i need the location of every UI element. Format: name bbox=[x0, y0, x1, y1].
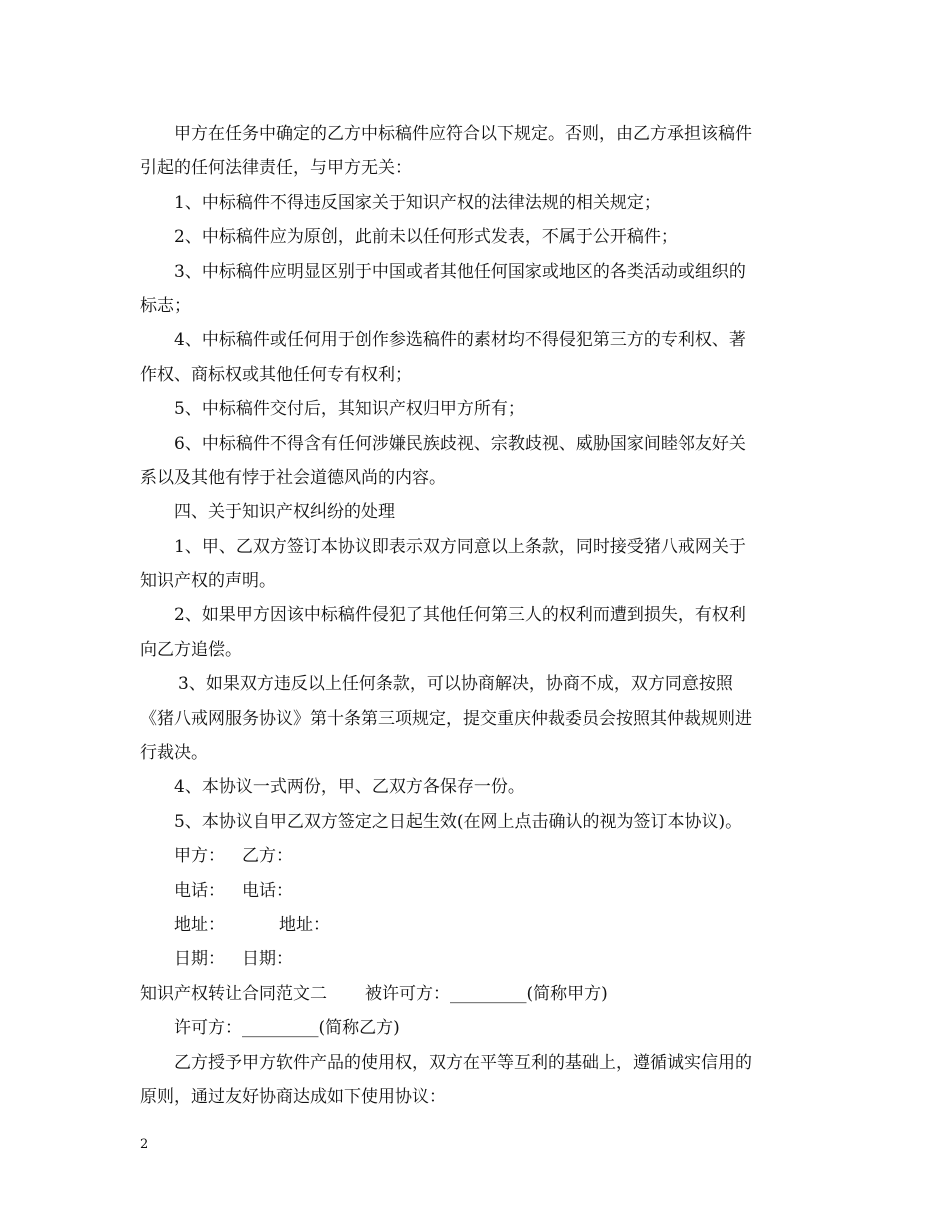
signature-row-party bbox=[140, 839, 815, 873]
paragraph-line: 系以及其他有悖于社会道德风尚的内容。 bbox=[140, 467, 446, 488]
signature-row-date bbox=[140, 942, 815, 976]
document-body bbox=[140, 117, 815, 1114]
paragraph-line: 标志； bbox=[140, 295, 191, 316]
paragraph-line: 4、本协议一式两份，甲、乙双方各保存一份。 bbox=[174, 777, 525, 798]
licensee-line: 被许可方：_________(简称甲方) bbox=[365, 983, 608, 1004]
party-a-label: 甲方： bbox=[174, 846, 225, 867]
paragraph-line: 4、中标稿件或任何用于创作参选稿件的素材均不得侵犯第三方的专利权、著 bbox=[174, 330, 746, 351]
paragraph-line: 乙方授予甲方软件产品的使用权，双方在平等互利的基础上，遵循诚实信用的 bbox=[174, 1052, 752, 1073]
paragraph-line: 3、中标稿件应明显区别于中国或者其他任何国家或地区的各类活动或组织的 bbox=[174, 261, 746, 282]
paragraph-line: 6、中标稿件不得含有任何涉嫌民族歧视、宗教歧视、威胁国家间睦邻友好关 bbox=[174, 433, 746, 454]
party-b-label: 乙方： bbox=[242, 846, 293, 867]
paragraph-line: 向乙方追偿。 bbox=[140, 639, 242, 660]
page-number: 2 bbox=[140, 1137, 149, 1152]
contract-title-line bbox=[140, 977, 815, 1011]
date-b-label: 日期： bbox=[242, 949, 293, 970]
phone-b-label: 电话： bbox=[242, 880, 293, 901]
phone-a-label: 电话： bbox=[174, 880, 225, 901]
paragraph-line: 行裁决。 bbox=[140, 743, 208, 764]
contract-title: 知识产权转让合同范文二 bbox=[140, 983, 327, 1004]
paragraph-line: 作权、商标权或其他任何专有权利； bbox=[140, 364, 412, 385]
paragraph-line: 甲方在任务中确定的乙方中标稿件应符合以下规定。否则，由乙方承担该稿件 bbox=[174, 124, 752, 144]
licensor-line: 许可方：_________(简称乙方) bbox=[174, 1018, 400, 1039]
paragraph-line: 2、中标稿件应为原创，此前未以任何形式发表，不属于公开稿件； bbox=[174, 227, 678, 248]
paragraph-line: 5、中标稿件交付后，其知识产权归甲方所有； bbox=[174, 399, 525, 420]
signature-row-phone bbox=[140, 874, 815, 908]
paragraph-line: 引起的任何法律责任，与甲方无关： bbox=[140, 158, 412, 179]
address-a-label: 地址： bbox=[174, 914, 225, 935]
paragraph-line: 《猪八戒网服务协议》第十条第三项规定，提交重庆仲裁委员会按照其仲裁规则进 bbox=[140, 708, 752, 729]
paragraph-line: 2、如果甲方因该中标稿件侵犯了其他任何第三人的权利而遭到损失，有权利 bbox=[174, 605, 746, 626]
section-heading: 四、关于知识产权纠纷的处理 bbox=[174, 502, 395, 523]
paragraph-line: 1、甲、乙双方签订本协议即表示双方同意以上条款，同时接受猪八戒网关于 bbox=[174, 536, 746, 557]
paragraph-line: 原则，通过友好协商达成如下使用协议： bbox=[140, 1086, 446, 1107]
address-b-label: 地址： bbox=[279, 914, 330, 935]
paragraph-line: 知识产权的声明。 bbox=[140, 571, 276, 592]
paragraph-line: 1、中标稿件不得违反国家关于知识产权的法律法规的相关规定； bbox=[174, 192, 661, 213]
paragraph-line: 5、本协议自甲乙双方签定之日起生效(在网上点击确认的视为签订本协议)。 bbox=[174, 811, 743, 832]
date-a-label: 日期： bbox=[174, 949, 225, 970]
signature-row-address bbox=[140, 908, 815, 942]
paragraph-line: 3、如果双方违反以上任何条款，可以协商解决，协商不成，双方同意按照 bbox=[178, 674, 733, 695]
